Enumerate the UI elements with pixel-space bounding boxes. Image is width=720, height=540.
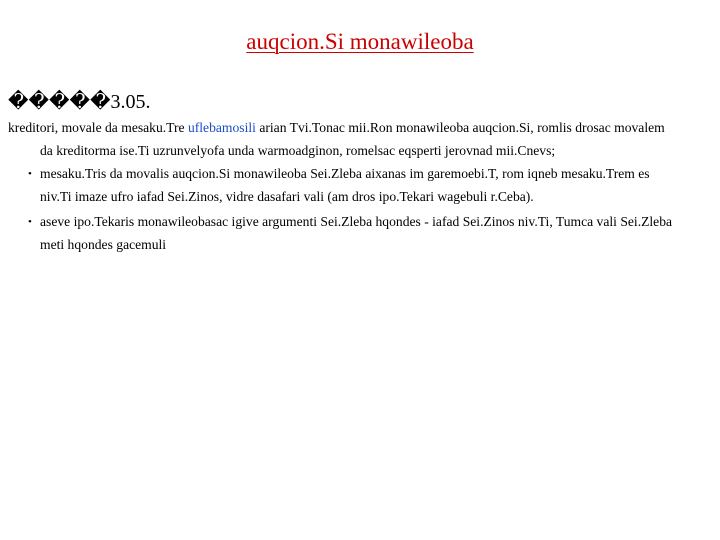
bullet-text: aseve ipo.Tekaris monawileobasac igive argumenti Sei.Zleba hqondes - iafad Sei.Zinos niv.Ti, Tumca vali Sei.Zleba meti hqondes gacemuli bbox=[40, 214, 673, 252]
slide-title: auqcion.Si monawileoba bbox=[246, 29, 474, 54]
bullet-text: mesaku.Tris da movalis auqcion.Si monawileoba Sei.Zleba aixanas im garemoebi.T, rom iqneb mesaku.Trem es niv.Ti imaze ufro iafad Sei.Zinos, vidre dasafari vali (am dros ipo.Tekari wagebuli r.Ceba). bbox=[40, 166, 650, 204]
intro-link[interactable]: uflebamosili bbox=[187, 120, 256, 135]
bullet-marker: • bbox=[28, 216, 32, 228]
bullet-marker: • bbox=[28, 168, 32, 180]
slide-body bbox=[8, 117, 678, 256]
section-heading: �����3.05. bbox=[8, 91, 151, 113]
bullet-item-2 bbox=[8, 211, 678, 256]
intro-text-end: arian Tvi.Tonac mii.Ron monawileoba auqcion.Si, romlis drosac movalem da kreditorma ise.Ti uzrunvelyofa unda warmoadginon, romelsac eqsperti jerovnad mii.Cnevs; bbox=[40, 120, 665, 158]
intro-text-start: kreditori, movale da mesaku.Tre bbox=[8, 120, 188, 135]
intro-paragraph bbox=[8, 117, 678, 162]
bullet-item-1 bbox=[8, 163, 678, 208]
